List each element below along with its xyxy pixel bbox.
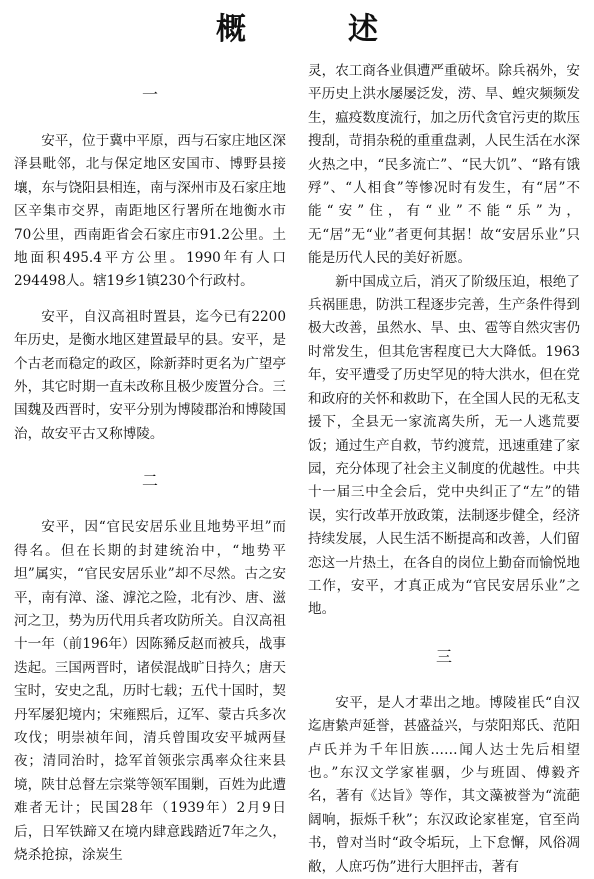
paragraph-history: 安平，自汉高祖时置县，迄今已有2200年历史，是衡水地区建置最早的县。安平，是个古老而稳定的政区，除新莽时更名为广望亭外，其它时期一直未改称且极少废置分合。三国魏及西晋时，安平分别为博陵郡治和博陵国治，故安平古又称博陵。 [14, 308, 286, 442]
paragraph-new-china: 新中国成立后，消灭了阶级压迫，根绝了兵祸匪患，防洪工程逐步完善，生产条件得到极大改善，虽然水、旱、虫、雹等自然灾害仍时常发生，但其危害程度已大大降低。1963年，安平遭受了历史罕见的特大洪水，但在党和政府的关怀和救助下，在全国人民的无私支援下，全县无一家流离失所，无一人逃荒要饭；通过生产自救，节约渡荒，迅速重建了家园，充分体现了社会主义制度的优越性。中共十一届三中全会后，党中央纠正了“左”的错误，实行改革开放政策，法制逐步健全，经济持续发展，人民生活不断提高和改善，人们留恋这一片热土，在各自的岗位上勤奋而愉悦地工作，安平，才真正成为“官民安居乐业”之地。 [308, 273, 580, 618]
section-heading-1: 一 [141, 85, 158, 104]
right-column [308, 60, 580, 879]
section-heading-2: 二 [141, 471, 158, 491]
paragraph-name-origin: 安平，因“官民安居乐业且地势平坦”而得名。但在长期的封建统治中，“地势平坦”属实，“官民安居乐业”却不尽然。古之安平，南有漳、滏、滹沱之险，北有沙、唐、滋河之卫，势为历代用兵者攻防所关。自汉高祖十一年（前196年）因陈豨反赵而被兵，战事迭起。三国两晋时，诸侯混战旷日持久；唐天宝时，安史之乱，历时七载；五代十国时，契丹军屡犯境内；宋雍熙后，辽军、蒙古兵多次攻伐；明崇祯年间，清兵曾围攻安平城两昼夜；清同治时，捻军首领张宗禹率众往来县境，陕甘总督左宗棠等领军围剿，百姓为此遭难者无计；民国28年（1939年）2月9日后，日军铁蹄又在境内肆意践踏近7年之久，烧杀抢掠，涂炭生 [14, 519, 286, 863]
left-column [14, 60, 286, 867]
paragraph-disasters: 灵，农工商各业俱遭严重破坏。除兵祸外，安平历史上洪水屡屡泛发，涝、旱、蝗灾频频发生，瘟疫数度流行，加之历代贪官污吏的欺压搜刮，苛捐杂税的重重盘剥，人民生活在水深火热之中，“民多流亡”、“民大饥”、“路有饿殍”、“人相食”等惨况时有发生，有“居”不能“安”住，有“业”不能“乐”为，无“居”无“业”者更何其据！故“安居乐业”只能是历代人民的美好祈愿。 [308, 63, 580, 267]
paragraph-talents: 安平，是人才辈出之地。博陵崔氏“自汉迄唐絷声延誉，甚盛益兴，与荥阳郑氏、范阳卢氏并为千年旧族……闻人达士先后相望也。”东汉文学家崔骃，少与班固、傅毅齐名，著有《达旨》等作，其文藻被誉为“流葩阔响，振烁千秋”；东汉政论家崔寔，官至尚书，曾对当时“政令垢玩，上下怠懈，风俗凋敝，人庶巧伪”进行大胆抨击，著有 [308, 694, 580, 875]
section-heading-3: 三 [435, 646, 452, 666]
page-title: 概 述 [216, 12, 414, 47]
paragraph-location: 安平，位于冀中平原，西与石家庄地区深泽县毗邻，北与保定地区安国市、博野县接壤，东与饶阳县相连，南与深州市及石家庄地区辛集市交界，南距地区行署所在地衡水市70公里，西南距省会石家庄市91.2公里。土地面积495.4平方公里。1990年有人口294498人。辖19乡1镇230个行政村。 [14, 133, 286, 290]
